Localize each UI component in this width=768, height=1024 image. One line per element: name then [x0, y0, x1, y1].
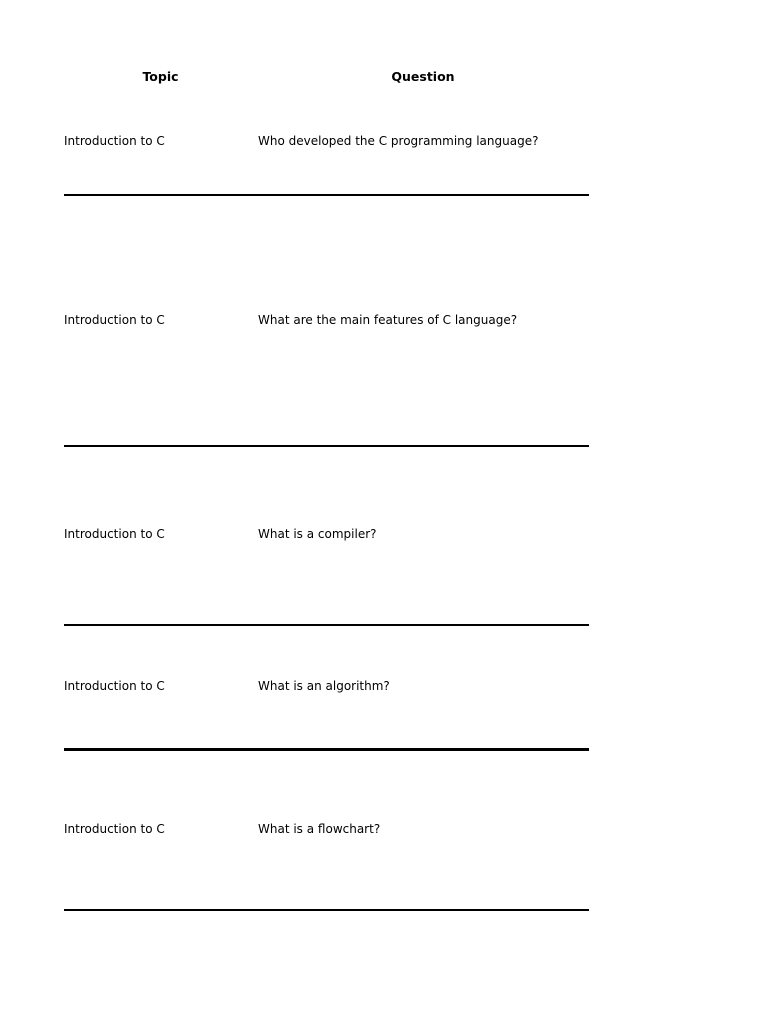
topic-cell: Introduction to C: [64, 679, 165, 693]
topic-cell: Introduction to C: [64, 527, 165, 541]
question-cell: What is an algorithm?: [258, 679, 390, 693]
question-cell: What are the main features of C language?: [258, 313, 518, 327]
table-row: [64, 0, 589, 196]
question-cell: What is a compiler?: [258, 527, 377, 541]
header-topic: Topic: [142, 69, 179, 84]
table-row: [64, 196, 589, 447]
table-row: [64, 626, 589, 751]
topic-cell: Introduction to C: [64, 134, 165, 148]
topic-cell: Introduction to C: [64, 313, 165, 327]
question-cell: What is a flowchart?: [258, 822, 381, 836]
topic-cell: Introduction to C: [64, 822, 165, 836]
question-cell: Who developed the C programming language?: [258, 134, 539, 148]
header-question: Question: [391, 69, 455, 84]
table-row: [64, 447, 589, 626]
table-row: [64, 751, 589, 911]
